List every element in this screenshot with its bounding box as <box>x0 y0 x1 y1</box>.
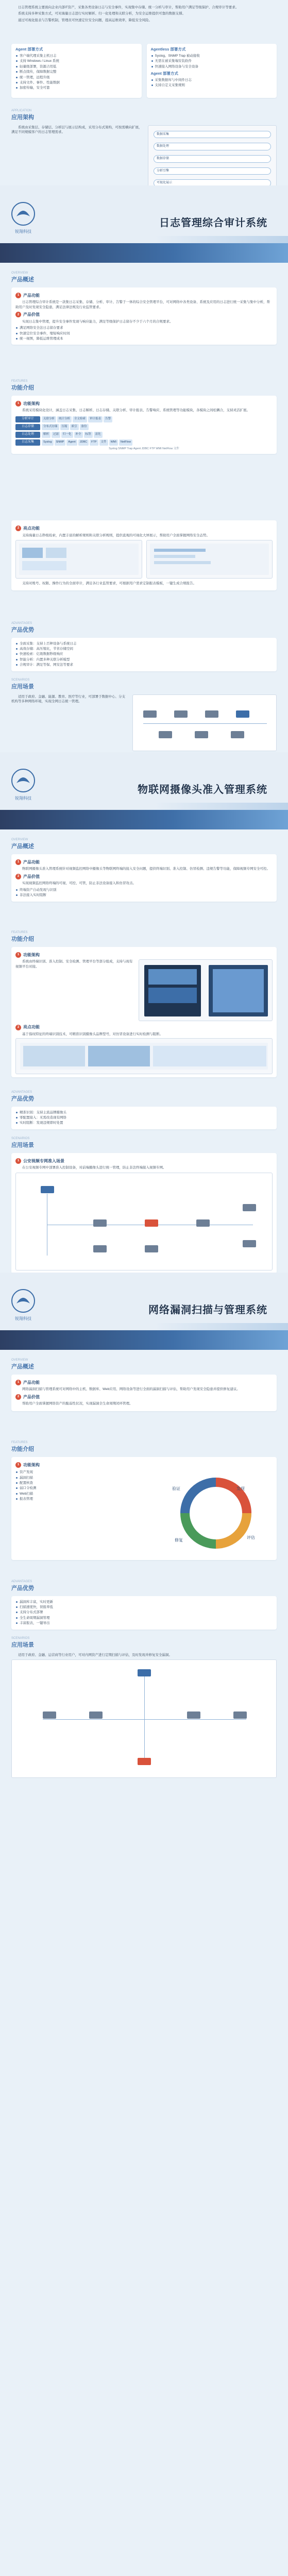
advantage-item: 全面采集：支持上百种设备与系统日志 <box>15 641 273 646</box>
banner-stripe <box>154 803 288 810</box>
banner-stripe <box>0 1330 288 1350</box>
cycle-label: 修复 <box>175 1538 183 1543</box>
scenario2-subheading: 1 公安视频专网准入场景 <box>15 1158 273 1164</box>
deploy-left-item: 轻量级部署，资源占用低 <box>15 64 138 69</box>
brand-name: 锐翔科技 <box>15 229 31 234</box>
banner-stripe <box>154 236 288 243</box>
feature-item: 漏洞扫描 <box>15 1476 154 1480</box>
architecture-diagram <box>15 416 273 451</box>
banner-log-audit <box>0 185 288 263</box>
advantages3-section <box>0 1577 288 1630</box>
banner-title: 日志管理综合审计系统 <box>159 216 267 229</box>
audit-screenshot <box>146 540 273 579</box>
section-title: FEATURES 功能介绍 <box>11 931 34 942</box>
overview1-text: 日志管理综合审计系统是一款集日志采集、存储、分析、审计、告警于一体的综合安全管理平台，可对网络中各类设备、系统及应用的日志进行统一采集与集中分析，帮助用户及时发现安全隐患，满足法律法规及行业监管要求。 <box>15 300 270 309</box>
scenario2-text: 在公安视频专网中部署准入控制设备，对前端摄像头进行统一管理，防止非法终端接入视频专网。 <box>22 1166 166 1170</box>
value-item: 非法接入实时阻断 <box>15 893 273 897</box>
section-title: APPLICATION 应用架构 <box>11 106 277 122</box>
overview3-section <box>0 1355 288 1411</box>
overview3-card <box>11 1375 277 1411</box>
overview3-subheading: 2 产品价值 <box>15 1394 273 1400</box>
section-title: OVERVIEW 产品概述 <box>11 1359 34 1370</box>
banner-stripe <box>154 1323 288 1330</box>
section-title: OVERVIEW 产品概述 <box>11 838 34 850</box>
arch-layer: 分析审计 关联分析 统计分析 全文检索 审计报表 告警 <box>15 416 273 422</box>
overview2-subheading: 2 产品价值 <box>15 874 273 880</box>
section-subtitle: APPLICATION <box>11 109 32 112</box>
cycle-label: 验证 <box>172 1486 180 1492</box>
features1-subheading: 1 功能架构 <box>15 401 273 407</box>
features1-text: 系统采用模块化设计，涵盖日志采集、日志解析、日志存储、关联分析、审计报表、告警响应、系统管理等功能模块，各模块之间松耦合，支持灵活扩展。 <box>22 409 250 413</box>
scenario1-text: 适用于政府、金融、能源、教育、医疗等行业，可部署于数据中心、分支机构等多种网络环境，实现全网日志统一管理。 <box>11 694 125 704</box>
section-title: FEATURES 功能介绍 <box>11 380 34 391</box>
cycle-label: 评估 <box>247 1535 255 1540</box>
features2-screenshot <box>15 1038 273 1074</box>
features3-card <box>11 1457 277 1561</box>
deploy-right-item: 支持自定义采集规则 <box>151 83 273 88</box>
arch-box: 分析引擎 <box>154 167 271 175</box>
arch-box: 数据处理 <box>154 143 271 150</box>
brand-name: 锐翔科技 <box>15 796 31 801</box>
advantages2-section <box>0 1087 288 1129</box>
scenario2-section <box>0 1133 288 1274</box>
apps1-text: 系统由采集层、存储层、分析层与展示层构成，采用分布式架构，可按需横向扩展，满足不同规模客户的日志管理需求。 <box>11 125 142 134</box>
features2-card <box>11 947 277 1078</box>
value-item: 终端资产自动发现与识别 <box>15 888 273 892</box>
section-title: ADVANTAGES 产品优势 <box>11 1580 34 1591</box>
deploy-section <box>0 44 288 98</box>
feature-item: 配置核查 <box>15 1481 154 1485</box>
company-logo-icon <box>10 201 36 227</box>
advantage-item: 漏洞库丰富，实时更新 <box>15 1600 273 1604</box>
section-title: FEATURES 功能介绍 <box>11 1441 34 1452</box>
scenario3-topology <box>11 1659 277 1778</box>
scenario3-text: 适用于政府、金融、运营商等行业用户，可对内网资产进行定期扫描与评估，及时发现并修复安全漏洞。 <box>18 1653 172 1657</box>
brand-name: 锐翔科技 <box>15 1316 31 1321</box>
advantage-item: 实时阻断：发现违规即时处置 <box>15 1121 273 1125</box>
highlights1-text: 支持对账号、权限、操作行为的全面审计，满足各行业监管要求，可根据用户需求定制报表模板，一键生成合规报告。 <box>22 582 196 586</box>
overview2-text: 物联网摄像头准入管理系统针对视频监控网络中摄像头等物联网终端的接入安全问题，提供终端识别、准入控制、仿冒检测、违规告警等功能，保障视频专网安全可控。 <box>22 867 270 871</box>
advantage-item: 零配置接入：无需改造现有网络 <box>15 1115 273 1120</box>
advantage-item: 扫描速度快，误报率低 <box>15 1605 273 1609</box>
feature-item: 资产发现 <box>15 1470 154 1475</box>
feature-item: 报表管理 <box>15 1497 154 1501</box>
arch-box: 可视化展示 <box>154 179 271 187</box>
deploy-left-item: 统一管理，远程升级 <box>15 75 138 80</box>
arch-box: 数据采集 <box>154 131 271 139</box>
advantage-item: 合规审计：满足等保、网安法等要求 <box>15 663 273 667</box>
section-title: SCENARIOS 应用场景 <box>11 679 34 690</box>
architecture-screenshot <box>148 125 277 192</box>
deploy-left-item: 断点续传，保障数据完整 <box>15 70 138 74</box>
features2-subheading: 2 亮点功能 <box>15 1024 273 1030</box>
highlights1-subheading: 2 亮点功能 <box>15 526 273 532</box>
deploy-right-item: 快速接入网络设备与安全设备 <box>151 64 273 69</box>
dashboard-screenshot <box>15 540 142 579</box>
advantage-item: 高效存储：高压缩比，节省存储空间 <box>15 647 273 651</box>
value-item: 快速定位安全事件，缩短响应时间 <box>15 331 273 336</box>
highlights1-text: 支持海量日志秒级检索，内置丰富的解析规则和关联分析规则，提供直观的可视化大屏展示，帮助用户全面掌握网络安全态势。 <box>22 533 210 537</box>
banner-stripe <box>0 810 288 829</box>
scenario3-section <box>0 1633 288 1778</box>
banner-vuln-scan <box>0 1273 288 1350</box>
overview1-subheading: 2 产品价值 <box>15 312 273 318</box>
deploy-left-item: 支持 Windows / Linux 系统 <box>15 59 138 63</box>
company-logo-icon <box>10 768 36 793</box>
deploy-right-item: Syslog、SNMP Trap 被动接收 <box>151 54 273 58</box>
advantage-item: 智能分析：内置多种关联分析模型 <box>15 657 273 662</box>
overview3-text: 网络漏洞扫描与管理系统可对网络中的主机、数据库、Web应用、网络设备等进行全面的漏洞扫描与评估，帮助用户发现安全隐患并提供修复建议。 <box>22 1387 240 1392</box>
deploy-right-item: 采集数据库与中间件日志 <box>151 78 273 82</box>
overview2-text: 实现视频监控网络终端的可视、可控、可管，防止非法设备接入和仿冒攻击。 <box>22 882 136 886</box>
feature-item: Web扫描 <box>15 1492 154 1496</box>
overview2-card <box>11 854 277 902</box>
arch-layer: 日志处理 解析 过滤 归一化 补全 标签 富化 <box>15 432 273 438</box>
banner-iot-camera <box>0 752 288 829</box>
section-title: OVERVIEW 产品概述 <box>11 272 34 283</box>
advantages1-card <box>11 638 277 671</box>
advantages3-card <box>11 1596 277 1630</box>
advantage-item: 全生命周期漏洞管理 <box>15 1616 273 1620</box>
overview2-section <box>0 835 288 902</box>
arch-layer: 日志存储 分布式存储 压缩 索引 备份 <box>15 424 273 430</box>
deploy-left-item: 支持文件、事件、性能数据 <box>15 80 138 85</box>
advantage-item: 丰富报表，一键导出 <box>15 1621 273 1625</box>
advantages2-card <box>11 1107 277 1129</box>
deploy-left-item: 加密传输，安全可靠 <box>15 86 138 90</box>
features3-subheading: 1 功能架构 <box>15 1462 273 1468</box>
cycle-label: 发现 <box>236 1486 245 1492</box>
highlights1-section <box>0 520 288 590</box>
feature-item: 弱口令检测 <box>15 1486 154 1490</box>
features2-subheading: 1 功能架构 <box>15 952 273 958</box>
section-title: SCENARIOS 应用场景 <box>11 1637 34 1648</box>
features3-list <box>15 1469 154 1557</box>
deploy-right-item: 无需在被采集端安装软件 <box>151 59 273 63</box>
overview3-text: 帮助用户全面掌握网络资产的脆弱性状况，实现漏洞全生命周期闭环管理。 <box>22 1402 133 1406</box>
features2-text: 基于指纹特征的终端识别技术，可精准识别摄像头品牌型号，对仿冒设备进行实时检测与阻断。 <box>22 1032 163 1036</box>
intro-section <box>0 5 288 24</box>
apps1-section <box>0 106 288 192</box>
banner-title: 物联网摄像头准入管理系统 <box>138 783 267 795</box>
overview1-subheading: 1 产品功能 <box>15 293 273 299</box>
value-item: 统一视图，降低运维管理成本 <box>15 336 273 341</box>
advantage-item: 快速检索：亿级数据秒级响应 <box>15 652 273 656</box>
arch-layer: 日志采集 Syslog SNMP Agent JDBC FTP 文件 WMI NetFlow <box>15 439 273 446</box>
features1-section <box>0 376 288 454</box>
section-title: ADVANTAGES 产品优势 <box>11 622 34 633</box>
deploy-right-title: Agentless 部署方式 <box>150 47 186 52</box>
intro-paragraph: 日志管理系统主要面向企业内部IT资产，采集各类设备日志与安全事件，实现集中存储、统一分析与审计，帮助用户满足等级保护、合规审计等要求。 <box>18 6 239 9</box>
banner-title: 网络漏洞扫描与管理系统 <box>148 1303 267 1316</box>
deploy-right-card <box>147 44 277 98</box>
features2-text: 系统由终端识别、准入控制、安全检测、管理平台等部分组成，支持与现有视频平台对接。 <box>15 960 133 969</box>
intro-paragraph: 系统支持多种采集方式，可对海量日志进行实时解析、归一化处理和关联分析，为安全运维提供可靠的数据支撑。 <box>18 12 185 16</box>
banner-stripe <box>0 243 288 263</box>
arch-box: 数据存储 <box>154 155 271 163</box>
scenario2-card <box>11 1153 277 1274</box>
overview1-text: 实现日志集中管理，提升安全事件发现与响应能力，满足等级保护日志留存不少于六个月的合规要求。 <box>22 319 173 324</box>
scenario2-topology <box>15 1173 273 1270</box>
network-topology <box>132 694 277 751</box>
section-title: SCENARIOS 应用场景 <box>11 1137 34 1148</box>
overview1-card <box>11 287 277 345</box>
deploy-right-title: Agent 部署方式 <box>150 71 178 76</box>
section-title: ADVANTAGES 产品优势 <box>11 1091 34 1102</box>
deploy-left-card <box>11 44 142 98</box>
overview1-section <box>0 268 288 345</box>
advantages1-section <box>0 618 288 671</box>
lifecycle-diagram <box>159 1469 273 1557</box>
highlights1-card <box>11 520 277 590</box>
deploy-left-title: Agent 部署方式 <box>15 47 43 52</box>
advantage-item: 支持分布式部署 <box>15 1610 273 1615</box>
features2-section <box>0 927 288 1077</box>
deploy-left-item: 客户端代理采集主机日志 <box>15 54 138 58</box>
arch-footer: Syslog SNMP Trap Agent JDBC FTP WMI NetFlow 文件 <box>109 447 179 450</box>
company-logo-icon <box>10 1288 36 1314</box>
overview3-subheading: 1 产品功能 <box>15 1380 273 1386</box>
intro-paragraph: 通过可视化报表与告警机制，管理员可快速定位安全问题，提高运维效率，降低安全风险。 <box>18 18 152 22</box>
advantage-item: 精准识别：支持主流品牌摄像头 <box>15 1110 273 1115</box>
overview2-subheading: 1 产品功能 <box>15 859 273 866</box>
scenario1-section <box>0 675 288 751</box>
features2-diagram <box>139 959 273 1021</box>
features1-card <box>11 396 277 454</box>
features3-section <box>0 1437 288 1560</box>
value-item: 满足网络安全法日志留存要求 <box>15 326 273 330</box>
